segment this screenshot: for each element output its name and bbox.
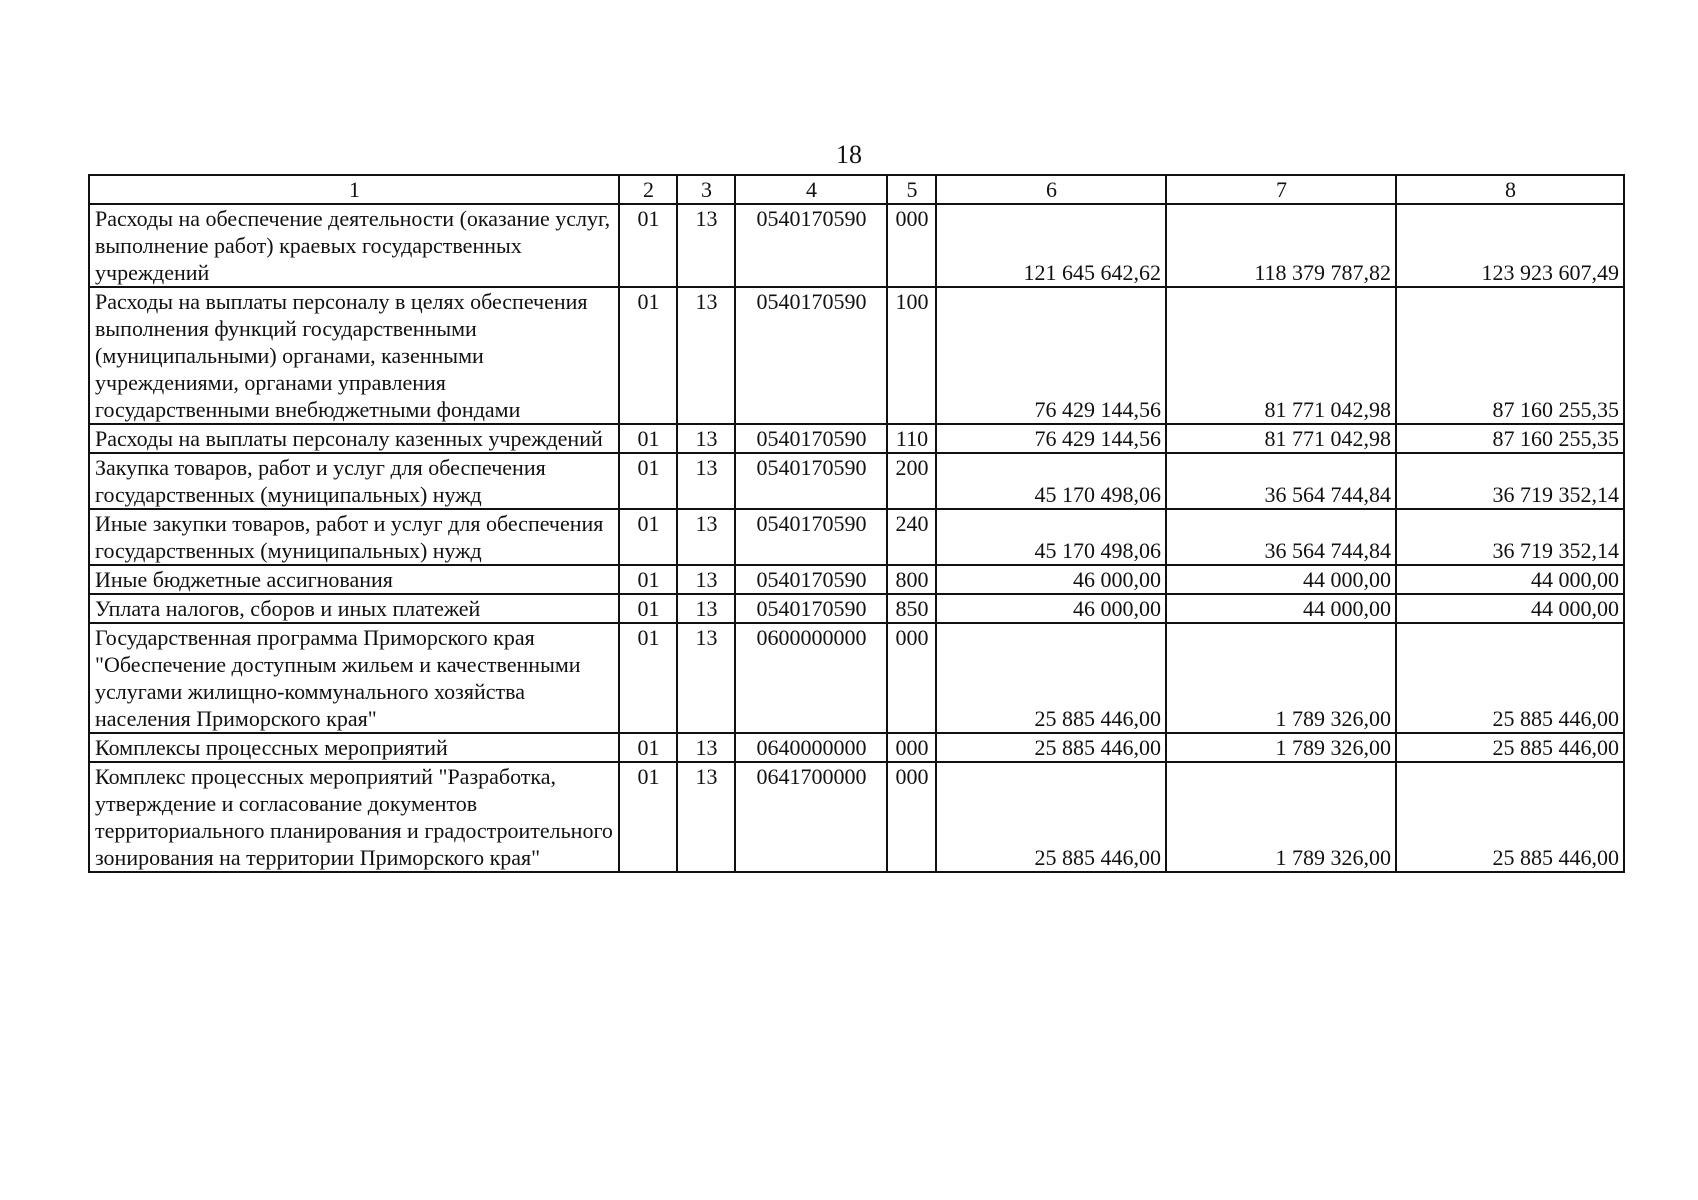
row-value-2: 1 789 326,00 [1166, 623, 1396, 733]
row-value-1: 46 000,00 [936, 594, 1166, 623]
row-name: Иные бюджетные ассигнования [89, 565, 619, 594]
row-value-2: 1 789 326,00 [1166, 762, 1396, 872]
row-subsection: 13 [677, 287, 735, 424]
row-target: 0641700000 [735, 762, 887, 872]
row-name: Расходы на выплаты персоналу казенных учреждений [89, 424, 619, 453]
header-cell: 7 [1166, 175, 1396, 204]
row-name: Иные закупки товаров, работ и услуг для обеспечения государственных (муниципальных) нужд [89, 509, 619, 565]
row-type: 850 [887, 594, 936, 623]
page-number: 18 [836, 140, 862, 169]
table-row [89, 733, 1624, 762]
row-subsection: 13 [677, 762, 735, 872]
row-value-1: 45 170 498,06 [936, 453, 1166, 509]
row-value-3: 25 885 446,00 [1396, 762, 1624, 872]
header-cell: 5 [887, 175, 936, 204]
row-subsection: 13 [677, 424, 735, 453]
row-value-3: 44 000,00 [1396, 594, 1624, 623]
row-type: 100 [887, 287, 936, 424]
row-value-2: 81 771 042,98 [1166, 287, 1396, 424]
row-value-3: 123 923 607,49 [1396, 204, 1624, 287]
row-value-3: 87 160 255,35 [1396, 287, 1624, 424]
row-name: Расходы на выплаты персоналу в целях обеспечения выполнения функций государственными (муниципальными) органами, казенными учреждениями, органами управления государственными внебюджетными фондами [89, 287, 619, 424]
row-name: Комплексы процессных мероприятий [89, 733, 619, 762]
row-value-1: 25 885 446,00 [936, 733, 1166, 762]
row-target: 0540170590 [735, 424, 887, 453]
row-section: 01 [619, 594, 677, 623]
row-subsection: 13 [677, 204, 735, 287]
row-subsection: 13 [677, 509, 735, 565]
row-value-2: 1 789 326,00 [1166, 733, 1396, 762]
table-row [89, 594, 1624, 623]
header-cell: 2 [619, 175, 677, 204]
row-value-3: 36 719 352,14 [1396, 509, 1624, 565]
row-type: 200 [887, 453, 936, 509]
row-subsection: 13 [677, 453, 735, 509]
row-type: 110 [887, 424, 936, 453]
row-target: 0540170590 [735, 565, 887, 594]
row-value-3: 36 719 352,14 [1396, 453, 1624, 509]
header-cell: 3 [677, 175, 735, 204]
table-row [89, 453, 1624, 509]
row-name: Расходы на обеспечение деятельности (оказание услуг, выполнение работ) краевых государственных учреждений [89, 204, 619, 287]
row-value-1: 76 429 144,56 [936, 424, 1166, 453]
row-value-2: 44 000,00 [1166, 594, 1396, 623]
header-cell: 6 [936, 175, 1166, 204]
row-target: 0540170590 [735, 204, 887, 287]
row-value-1: 46 000,00 [936, 565, 1166, 594]
row-section: 01 [619, 733, 677, 762]
header-cell: 4 [735, 175, 887, 204]
row-subsection: 13 [677, 623, 735, 733]
row-value-3: 25 885 446,00 [1396, 733, 1624, 762]
row-section: 01 [619, 204, 677, 287]
row-section: 01 [619, 509, 677, 565]
row-value-3: 44 000,00 [1396, 565, 1624, 594]
row-type: 000 [887, 762, 936, 872]
row-value-2: 118 379 787,82 [1166, 204, 1396, 287]
table-row [89, 287, 1624, 424]
row-target: 0600000000 [735, 623, 887, 733]
row-target: 0640000000 [735, 733, 887, 762]
row-type: 000 [887, 733, 936, 762]
row-value-2: 81 771 042,98 [1166, 424, 1396, 453]
row-value-1: 25 885 446,00 [936, 623, 1166, 733]
row-value-2: 44 000,00 [1166, 565, 1396, 594]
row-target: 0540170590 [735, 509, 887, 565]
row-subsection: 13 [677, 733, 735, 762]
row-value-1: 45 170 498,06 [936, 509, 1166, 565]
row-target: 0540170590 [735, 594, 887, 623]
row-type: 000 [887, 204, 936, 287]
header-cell: 8 [1396, 175, 1624, 204]
row-value-2: 36 564 744,84 [1166, 453, 1396, 509]
row-value-3: 87 160 255,35 [1396, 424, 1624, 453]
row-value-1: 25 885 446,00 [936, 762, 1166, 872]
row-name: Государственная программа Приморского края "Обеспечение доступным жильем и качественными услугами жилищно-коммунального хозяйства населения Приморского края" [89, 623, 619, 733]
row-section: 01 [619, 762, 677, 872]
header-cell: 1 [89, 175, 619, 204]
table-row [89, 424, 1624, 453]
row-name: Закупка товаров, работ и услуг для обеспечения государственных (муниципальных) нужд [89, 453, 619, 509]
row-target: 0540170590 [735, 287, 887, 424]
row-subsection: 13 [677, 594, 735, 623]
row-type: 240 [887, 509, 936, 565]
row-type: 000 [887, 623, 936, 733]
row-section: 01 [619, 623, 677, 733]
row-section: 01 [619, 565, 677, 594]
row-value-3: 25 885 446,00 [1396, 623, 1624, 733]
table-row [89, 623, 1624, 733]
row-target: 0540170590 [735, 453, 887, 509]
table-header-row [89, 175, 1624, 204]
row-value-1: 121 645 642,62 [936, 204, 1166, 287]
row-type: 800 [887, 565, 936, 594]
table-row [89, 762, 1624, 872]
row-value-2: 36 564 744,84 [1166, 509, 1396, 565]
table-row [89, 204, 1624, 287]
row-name: Комплекс процессных мероприятий "Разработка, утверждение и согласование документов территориального планирования и градостроительного зонирования на территории Приморского края" [89, 762, 619, 872]
row-section: 01 [619, 453, 677, 509]
budget-table [88, 174, 1625, 873]
row-value-1: 76 429 144,56 [936, 287, 1166, 424]
row-subsection: 13 [677, 565, 735, 594]
table-row [89, 565, 1624, 594]
row-section: 01 [619, 424, 677, 453]
table-row [89, 509, 1624, 565]
row-name: Уплата налогов, сборов и иных платежей [89, 594, 619, 623]
row-section: 01 [619, 287, 677, 424]
